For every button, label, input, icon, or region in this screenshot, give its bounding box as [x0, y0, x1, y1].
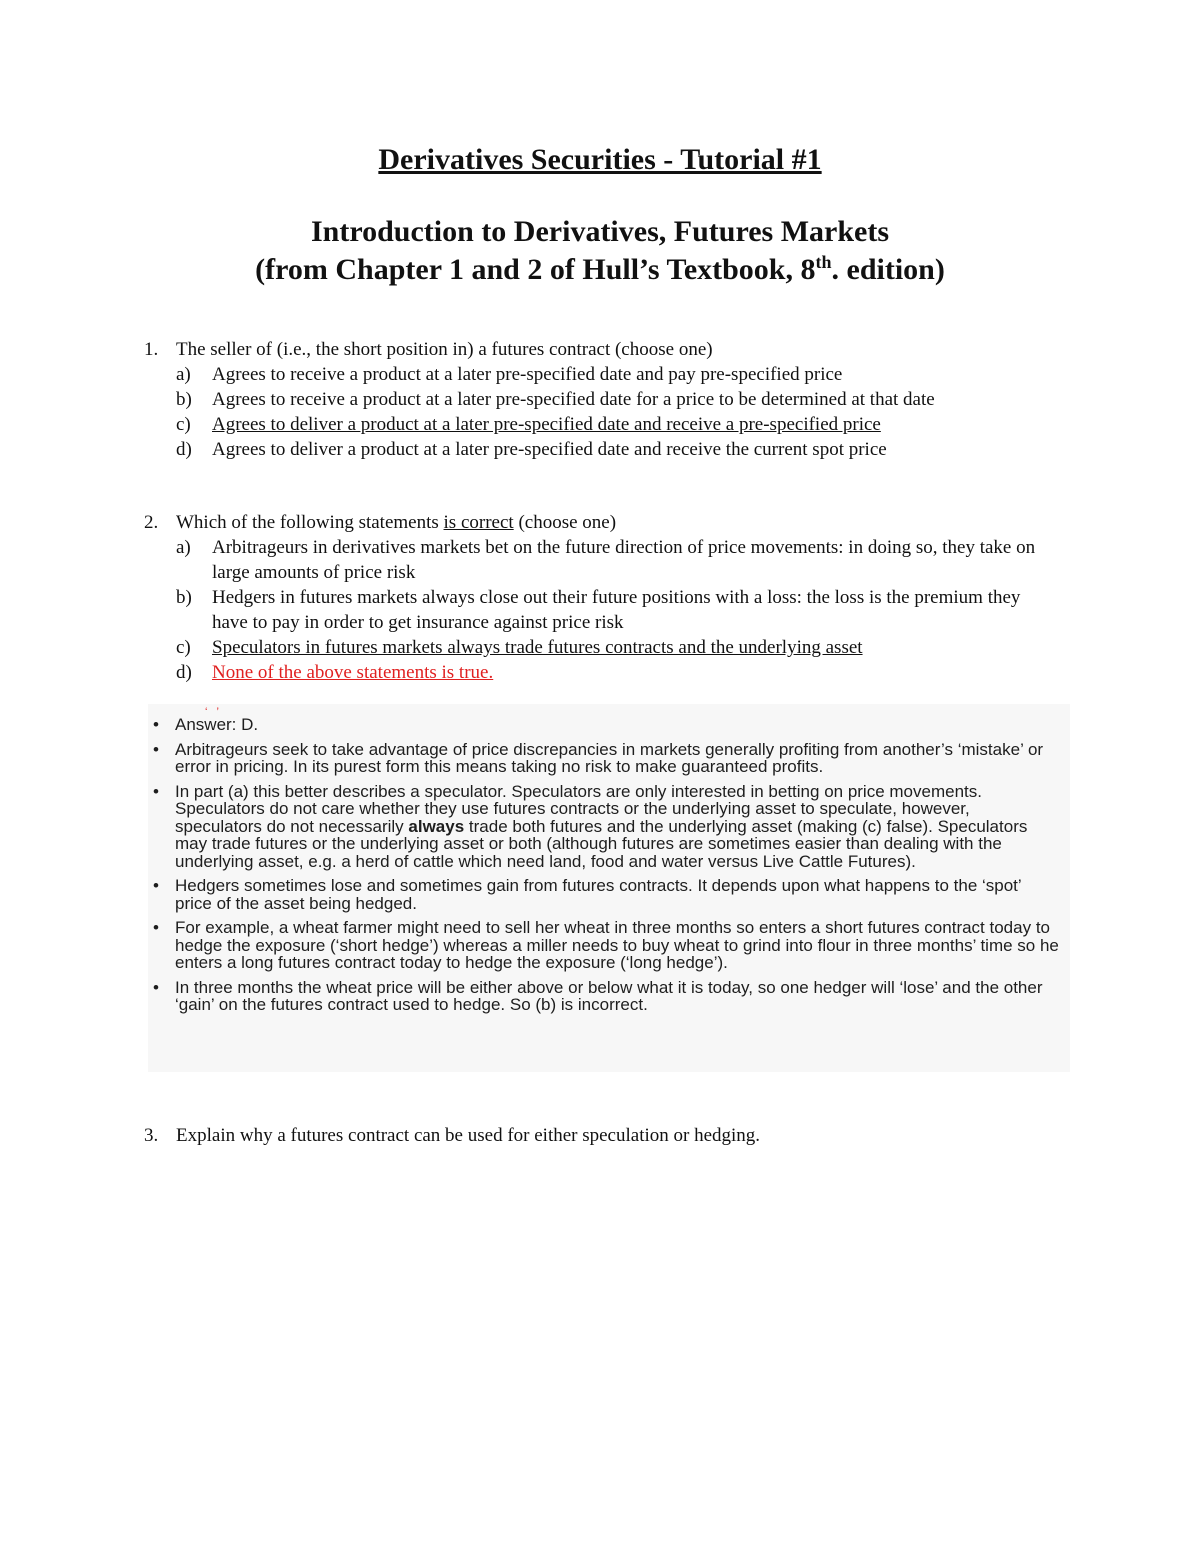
option-text: Arbitrageurs in derivatives markets bet on the future direction of price movements: in doing so, they take on large amounts of price risk — [212, 537, 1036, 583]
edition-superscript: th — [815, 252, 832, 272]
answer-text: Arbitrageurs seek to take advantage of price discrepancies in markets generally profiting from another’s ‘mistake’ or error in pricing. In its purest form this means taking no risk to make guaranteed profits. — [175, 739, 1044, 776]
answer-text: In part (a) this better describes a speculator. Speculators are only interested in betting on price movements. Speculators do not care whether they use futures contracts or the underlying asset to speculate, however, speculators do not necessarily — [175, 781, 982, 836]
answer-text: Hedgers sometimes lose and sometimes gain from futures contracts. It depends upon what happens to the ‘spot’ price of the asset being hedged. — [175, 876, 1022, 913]
option-letter: d) — [176, 439, 192, 460]
answer-text: In three months the wheat price will be either above or below what it is today, so one hedger will ‘lose’ and the other ‘gain’ on the futures contract used to hedge. So (b) is incorrect. — [175, 977, 1043, 1014]
question-stem: Explain why a futures contract can be used for either speculation or hedging. — [176, 1125, 761, 1146]
answer-item — [148, 919, 1060, 972]
answer-item — [148, 877, 1060, 912]
option-text: Agrees to deliver a product at a later pre-specified date and receive the current spot price — [212, 439, 887, 460]
option-letter: b) — [176, 587, 192, 608]
option-list — [176, 362, 1076, 462]
subtitle-line-2 — [0, 251, 1200, 289]
option-text: Hedgers in futures markets always close out their future positions with a loss: the loss is the premium they have to pay in order to get insurance against price risk — [212, 587, 1021, 633]
option-c-correct — [176, 412, 1076, 437]
option-letter: a) — [176, 364, 191, 385]
page-subtitle — [0, 213, 1200, 289]
option-text-underlined: Agrees to deliver a product at a later pre-specified date and receive a pre-specified price — [212, 414, 881, 435]
title-text: Derivatives Securities - Tutorial #1 — [378, 143, 822, 176]
answer-item — [148, 716, 1060, 734]
answer-bullet-list — [148, 716, 1060, 1021]
option-letter: c) — [176, 637, 191, 658]
subtitle-line-2-end: . edition) — [831, 253, 945, 286]
answer-explanation-box — [148, 704, 1070, 1072]
option-letter: a) — [176, 537, 191, 558]
question-number: 3. — [144, 1125, 159, 1146]
answer-item — [148, 979, 1060, 1014]
stem-underlined: is correct — [443, 512, 514, 533]
stem-text-end: (choose one) — [513, 512, 617, 533]
bullet-icon: • — [153, 715, 159, 734]
option-letter: b) — [176, 389, 192, 410]
option-a — [176, 362, 1076, 387]
bullet-icon: • — [153, 876, 159, 895]
question-number: 2. — [144, 512, 159, 533]
option-b — [176, 387, 1076, 412]
option-text: Agrees to receive a product at a later pre-specified date and pay pre-specified price — [212, 364, 843, 385]
option-letter: c) — [176, 414, 191, 435]
option-d-correct — [176, 660, 1046, 685]
answer-text: For example, a wheat farmer might need to sell her wheat in three months so enters a short futures contract today to hedge the exposure (‘short hedge’) whereas a miller needs to buy wheat to grind into flour in three months’ time so he enters a long futures contract today to hedge the exposure (‘long hedge’). — [175, 918, 1059, 972]
bullet-icon: • — [153, 781, 159, 801]
answer-item — [148, 783, 1060, 871]
question-stem — [176, 510, 616, 535]
bullet-icon: • — [153, 918, 159, 937]
answer-item — [148, 741, 1060, 776]
stem-text: Which of the following statements — [176, 512, 444, 533]
option-text-highlighted: None of the above statements is true. — [212, 662, 494, 683]
option-list — [176, 535, 1046, 685]
answer-emphasis: always — [408, 816, 465, 836]
option-text: Agrees to receive a product at a later pre-specified date for a price to be determined at that date — [212, 389, 935, 410]
answer-text: trade both futures and the underlying asset (making (c) false). Speculators may trade futures or the underlying asset or both (although futures are sometimes easier than dealing with the underlying asset, e.g. a herd of cattle which need land, food and water versus Live Cattle Futures). — [175, 816, 1028, 871]
option-a — [176, 535, 1046, 585]
option-letter: d) — [176, 662, 192, 683]
question-number: 1. — [144, 339, 159, 360]
subtitle-line-1: Introduction to Derivatives, Futures Markets — [311, 215, 889, 248]
option-c — [176, 635, 1046, 660]
subtitle-line-2-text: (from Chapter 1 and 2 of Hull’s Textbook, 8 — [255, 253, 816, 286]
bullet-icon: • — [153, 739, 159, 759]
option-text-underlined: Speculators in futures markets always trade futures contracts and the underlying asset — [212, 637, 863, 658]
question-stem: The seller of (i.e., the short position in) a futures contract (choose one) — [176, 339, 713, 360]
option-d — [176, 437, 1076, 462]
page-title — [0, 140, 1200, 180]
bullet-icon: • — [153, 977, 159, 997]
answer-text: Answer: D. — [175, 715, 259, 734]
red-mark-icon: ‘ ’ — [205, 706, 222, 718]
option-b — [176, 585, 1046, 635]
